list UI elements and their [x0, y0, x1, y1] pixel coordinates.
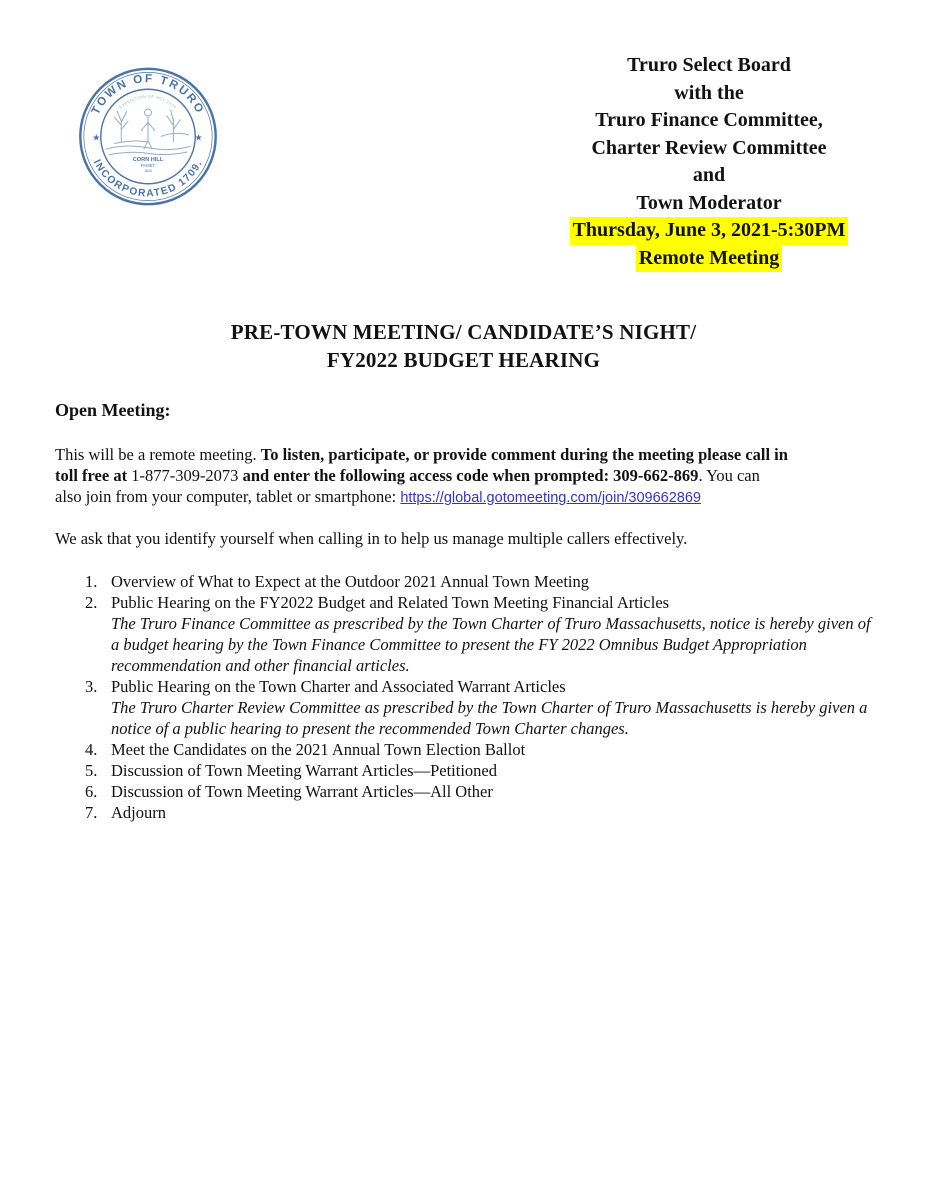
header-line-finance-committee: Truro Finance Committee, — [595, 109, 823, 131]
intro-text-segment: 1-877-309-2073 — [131, 466, 243, 485]
agenda-item-body — [111, 676, 877, 739]
agenda-item-body — [111, 571, 877, 592]
agenda-item — [85, 571, 877, 592]
agenda-item-number: 3. — [85, 677, 98, 696]
agenda-item-text: Discussion of Town Meeting Warrant Articles—All Other — [111, 782, 493, 801]
agenda-item-number: 5. — [85, 761, 98, 780]
agenda-item-body — [111, 592, 877, 676]
header-line-board: Truro Select Board — [627, 54, 791, 76]
meeting-datetime-highlight: Thursday, June 3, 2021-5:30PM — [570, 217, 849, 245]
agenda-item-text: Meet the Candidates on the 2021 Annual Town Election Ballot — [111, 740, 526, 759]
seal-inner-arc-text: EXPEDITION OF NOV 1620 — [118, 94, 178, 110]
seal-bottom-text: INCORPORATED 1709. — [90, 158, 206, 200]
agenda-item-text: Public Hearing on the FY2022 Budget and Related Town Meeting Financial Articles — [111, 593, 670, 612]
intro-text-segment: toll free at — [55, 466, 132, 485]
intro-text-segment: and enter the following access code when prompted: 309-662-869 — [242, 466, 699, 485]
agenda-item-number: 1. — [85, 572, 98, 591]
agenda-item — [85, 739, 877, 760]
agenda-item-text: Adjourn — [111, 803, 166, 822]
meeting-format-highlight: Remote Meeting — [636, 245, 783, 273]
intro-text-segment: . You can — [698, 466, 760, 485]
agenda-item-number: 2. — [85, 593, 98, 612]
seal-left-star-icon: ★ — [92, 132, 101, 143]
agenda-item-text: Discussion of Town Meeting Warrant Articles—Petitioned — [111, 761, 497, 780]
agenda-item-body — [111, 802, 877, 823]
page-title — [0, 318, 927, 374]
open-meeting-heading: Open Meeting: — [55, 400, 171, 420]
agenda-list — [85, 571, 877, 823]
agenda-item-number: 4. — [85, 740, 98, 759]
agenda-item-note: The Truro Charter Review Committee as prescribed by the Town Charter of Truro Massachusetts is hereby given a notice of a public hearing to present the recommended Town Charter changes. — [111, 698, 868, 738]
agenda-item-number: 7. — [85, 803, 98, 822]
agenda-item-text: Overview of What to Expect at the Outdoor 2021 Annual Town Meeting — [111, 572, 590, 591]
agenda-item — [85, 760, 877, 781]
agenda-item-body — [111, 739, 877, 760]
seal-top-text: TOWN OF TRURO — [88, 72, 208, 117]
meeting-format-line — [509, 245, 909, 273]
agenda-item-number: 6. — [85, 782, 98, 801]
agenda-item-body — [111, 781, 877, 802]
header-line-and: and — [692, 164, 726, 186]
page-title-line2: FY2022 BUDGET HEARING — [326, 348, 601, 372]
gotomeeting-join-link[interactable]: https://global.gotomeeting.com/join/309662869 — [400, 490, 701, 506]
header-line-moderator: Town Moderator — [636, 191, 782, 214]
intro-text-segment: also join from your computer, tablet or smartphone: — [55, 487, 401, 506]
agenda-item — [85, 676, 877, 739]
intro-paragraph — [55, 444, 869, 509]
intro-text-segment: To listen, participate, or provide comment during the meeting please call in — [260, 445, 788, 464]
seal-pamet-label: PAMET — [140, 162, 156, 168]
document-header — [509, 52, 909, 272]
agenda-item-body — [111, 760, 877, 781]
seal-year-label: 1620 — [144, 168, 152, 173]
seal-right-star-icon: ★ — [194, 132, 203, 143]
agenda-item — [85, 781, 877, 802]
header-line-charter-committee: Charter Review Committee — [591, 136, 827, 159]
meeting-datetime-line — [509, 217, 909, 245]
callers-note-paragraph: We ask that you identify yourself when calling in to help us manage multiple callers effectively. — [55, 529, 688, 548]
agenda-item — [85, 592, 877, 676]
agenda-item-text: Public Hearing on the Town Charter and Associated Warrant Articles — [111, 677, 566, 696]
town-of-truro-seal — [76, 66, 220, 207]
agenda-item — [85, 802, 877, 823]
agenda-item-note: The Truro Finance Committee as prescribed by the Town Charter of Truro Massachusetts, notice is hereby given of a budget hearing by the Town Finance Committee to present the FY 2022 Omnibus Budget Appropriation recommendation and other financial articles. — [111, 614, 871, 675]
header-line-with-the: with the — [674, 81, 744, 104]
intro-text-segment: This will be a remote meeting. — [55, 445, 261, 464]
seal-corn-hill-label: CORN HILL — [132, 157, 164, 164]
page-title-line1: PRE-TOWN MEETING/ CANDIDATE’S NIGHT/ — [230, 320, 697, 344]
